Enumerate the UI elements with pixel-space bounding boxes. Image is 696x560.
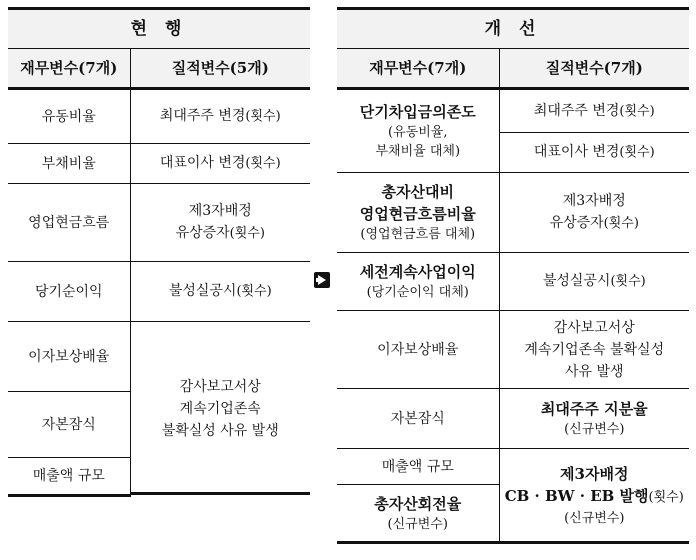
improved-qualitative-suffix: (횟수) (619, 145, 655, 160)
improved-financial-item: 세전계속사업이익 (당기순이익 대체) (337, 253, 499, 311)
current-financial-item: 자본잠식 (8, 392, 130, 458)
current-qualitative-item: 불성실공시(횟수) (130, 262, 310, 322)
current-table (8, 7, 310, 497)
improved-financial-item: 총자산대비 영업현금흐름비율 (영업현금흐름 대체) (337, 173, 499, 253)
current-financial-item: 당기순이익 (8, 262, 130, 322)
improved-qualitative-header: 질적변수(7개) (499, 49, 689, 89)
current-financial-item: 유동비율 (41, 108, 96, 125)
improved-qualitative-item: 감사보고서상 계속기업존속 불확실성 사유 발생 (499, 311, 689, 389)
improved-qualitative-item (499, 133, 689, 173)
improved-financial-item: 매출액 규모 (337, 449, 499, 485)
improved-qualitative-item: 제3자배정 CB · BW · EB 발행(횟수) (신규변수) (499, 449, 689, 543)
current-qualitative-item: 제3자배정 유상증자(횟수) (130, 184, 310, 262)
improved-financial-item: 이자보상배율 (337, 311, 499, 389)
current-title: 현 행 (8, 9, 310, 49)
arrow-right-icon (314, 272, 330, 288)
improved-financial-item: 자본잠식 (337, 389, 499, 449)
improved-financial-item: 단기차입금의존도 (유동비율, 부채비율 대체) (359, 103, 476, 159)
current-table-bottom-border (130, 492, 310, 495)
current-qualitative-item: 최대주주 변경(횟수) (130, 89, 310, 144)
current-qualitative-item: 대표이사 변경(횟수) (130, 144, 310, 184)
current-qualitative-item: 감사보고서상 계속기업존속 불확실성 사유 발생 (130, 322, 310, 496)
improved-financial-header: 재무변수(7개) (337, 49, 499, 89)
improved-table (337, 7, 689, 544)
current-financial-header: 재무변수(7개) (8, 49, 130, 89)
improved-qualitative-item: 불성실공시(횟수) (499, 253, 689, 311)
current-financial-item: 매출액 규모 (8, 458, 130, 496)
current-financial-item: 영업현금흐름 (8, 184, 130, 262)
improved-title: 개 선 (337, 9, 689, 49)
improved-qualitative-text: 대표이사 변경 (533, 144, 620, 160)
improved-qualitative-item: 최대주주 변경(횟수) (499, 89, 689, 133)
current-financial-item: 부채비율 (8, 144, 130, 184)
current-financial-item: 이자보상배율 (8, 322, 130, 392)
improved-qualitative-item: 최대주주 지분율 (신규변수) (499, 389, 689, 449)
current-qualitative-header: 질적변수(5개) (130, 49, 310, 89)
improved-financial-item: 총자산회전율 (신규변수) (337, 485, 499, 543)
improved-qualitative-item: 제3자배정 유상증자(횟수) (499, 173, 689, 253)
